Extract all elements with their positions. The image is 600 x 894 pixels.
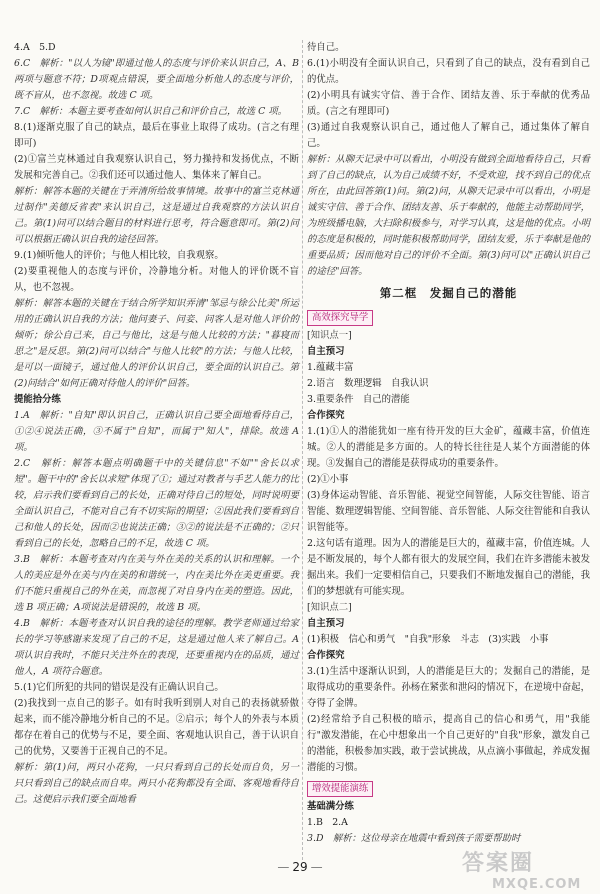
text-line: 解析：解答本题的关键在于弄清所给故事情境。故事中的富兰克林通过制作"美德反省表"来认识自己，这是通过自我观察的方法认识自己。第(1)问可以结合题目的材料进行思考，符合题意即可。第(2)问可以根据正确认识自我的途径回答。 [14,186,299,245]
text-line: (2)我找到一点自己的影子。如有时我听到别人对自己的表扬就骄傲起来，而不能冷静地分析自己的不足。②启示；每个人的外表与本质都存在着自己的优势与不足，要全面、客观地认识自己，善于认识自己的优势，又要善于正视自己的不足。 [14,698,299,757]
text-line: 9.(1)倾听他人的评价；与他人相比较，自我观察。 [14,250,224,261]
text-line: 2.C 解析：解答本题点明确题干中的关键信息"不如""舍长以求短"。题干中的"舍长以求短"体现了①；通过对教者与手艺人能力的比较，启示我们要看到自己的长处，正确对待自己的短处，同时说明要全面认识自己，不能对自己有不切实际的期望；②因此我们要看到自己和他人的长处，因而②也说法正确；③②的说法是不正确的；②只看到自己的长处，忽略自己的不足，故选 C 项。 [14,458,299,549]
text-line: 解析：解答本题的关键在于结合所学知识弄清"邹忌与徐公比美"所运用的正确认识自我的方法；他问妻子、问妾、问客人是对他人评价的倾听；徐公自己来，自己与他比，这是与他人比较的方法；"暮寝而思之"是反思。第(2)问可以结合"与他人比较"的方法；与他人比较，是可以一面镜子，通过他人的评价认识自己，要全面的认识自己。第(2)问结合"如何正确对待他人的评价"回答。 [14,298,299,389]
right-answers-continued [307,40,590,280]
text-line: 待自己。 [307,42,345,53]
page-number: — 29 — [270,860,330,874]
text-line: 自主预习 [307,346,345,357]
text-line: 3.D 解析：这位母亲在地震中看到孩子需要帮助时 [307,833,521,844]
text-line: (2)经常给予自己积极的暗示，提高自己的信心和勇气，用"我能行"激发潜能，在心中想象出一个自己更好的"自我"形象，激发自己的潜能，积极参加实践，敢于尝试挑战，从点滴小事做起，养成发掘潜能的习惯。 [307,714,590,773]
text-line: 8.(1)逐渐克服了自己的缺点，最后在事业上取得了成功。(言之有理即可) [14,122,299,149]
text-line: 基础满分练 [307,801,354,812]
text-line: 5.(1)它们所犯的共同的错误是没有正确认识自己。 [14,682,224,693]
text-line: 解析：第(1)问，两只小花狗，一只只看到自己的长处而自负，另一只只看到自己的缺点而自卑。两只小花狗都没有全面、客观地看待自己。这便启示我们要全面地看 [14,762,299,805]
text-line: 合作探究 [307,650,345,661]
right-column [307,40,590,847]
text-line: 6.(1)小明没有全面认识自己，只看到了自己的缺点，没有看到自己的优点。 [307,58,590,85]
text-line: 3.重要条件 自己的潜能 [307,394,410,405]
tag-explore: 高效探究导学 [307,310,373,326]
text-line: 提能拾分练 [14,394,61,405]
text-line: (1)积极 信心和勇气 "自我"形象 斗志 (3)实践 小事 [307,634,549,645]
text-line: (2)小明具有诚实守信、善于合作、团结友善、乐于奉献的优秀品质。(言之有理即可) [307,90,590,117]
knowledge-point-1: [知识点一] [307,330,352,341]
practice-answers [307,799,590,847]
text-line: 3.(1)生活中逐渐认识到，人的潜能是巨大的；发掘自己的潜能，是取得成功的重要条件。孙杨在紧张和泄闷的情况下，在逆境中奋起，夺得了金牌。 [307,666,590,709]
left-column [14,40,302,808]
text-line: 1.B 2.A [307,817,348,828]
knowledge-point-2: [知识点二] [307,602,352,613]
text-line: 2.语言 数理逻辑 自我认识 [307,378,429,389]
knowledge-point-2-answers [307,616,590,776]
text-line: 2.这句话有道理。因为人的潜能是巨大的，蕴藏丰富，价值连城。人是不断发展的，每个人都有很大的发展空间，我们在许多潜能未被发掘出来。我们一定要相信自己，只要我们不断地发掘自己的潜能，我们的梦想就有可能实现。 [307,538,590,597]
text-line: (2)要重视他人的态度与评价，冷静地分析。对他人的评价既不盲从，也不忽视。 [14,266,299,293]
text-line: (3)身体运动智能、音乐智能、视觉空间智能，人际交往智能、语言智能、数理逻辑智能、空间智能、音乐智能、人际交往智能和自我认识智能等。 [307,490,590,533]
text-line: (2)①小事 [307,474,349,485]
column-divider [302,40,303,860]
text-line: 3.B 解析：本题考查对内在美与外在美的关系的认识和理解。一个人的美应是外在美与内在美的和谐统一，内在美比外在美更重要。我们不能只重视自己的外在美，而忽视了对自身内在美的塑造。因此，选 B 项正确；A项说法是错误的，故选 B 项。 [14,554,299,613]
text-line: 解析：从聊天记录中可以看出，小明没有做到全面地看待自己，只看到了自己的缺点，认为自己成绩不好，不受欢迎，找不到自己的优点所在，由此回答第(1)问。第(2)问，从聊天记录中可以看出，小明是诚实守信、善于合作、团结友善、乐于奉献的，他能主动帮助同学，为班级播电脑，大扫除积极参与，对学习认真，这是他的优点。小明的态度是积极的，同时能积极帮助同学，团结友爱，乐于奉献是他的重要品质；因而他对自己的评价不全面。第(3)问可以"正确认识自己的途径"回答。 [307,154,590,277]
section-title: 第二框 发掘自己的潜能 [379,286,518,300]
text-line: 7.C 解析：本题主要考查如何认识自己和评价自己，故选 C 项。 [14,106,288,117]
text-line: (3)通过自我观察认识自己，通过他人了解自己，通过集体了解自己。 [307,122,590,149]
text-line: 4.A 5.D [14,42,56,53]
text-line: 6.C 解析："以人为镜"即通过他人的态度与评价来认识自己，A、B两项与题意不符；D项观点错误，要全面地分析他人的态度与评价，既不盲从，也不忽视。故选 C 项。 [14,58,299,101]
text-line: (2)①富兰克林通过自我观察认识自己，努力操持和发扬优点，不断发展和完善自己。②我们还可以通过他人、集体来了解自己。 [14,154,299,181]
text-line: 4.B 解析：本题考查对认识自我的途径的理解。教学老师通过给家长的学习等感谢来发现了自己的不足，这是通过他人来了解自己。A项认识自我时，不能只关注外在的表现，还要重视内在的品质，通过他人，A 项符合题意。 [14,618,299,677]
text-line: 1.(1)①人的潜能犹如一座有待开发的巨大金矿，蕴藏丰富，价值连城。②人的潜能是多方面的。人的特长往往是人某个方面潜能的体现。③发掘自己的潜能是获得成功的重要条件。 [307,426,590,469]
tag-practice: 增效提能演练 [307,781,373,797]
text-line: 1.A 解析："自知"即认识自己，正确认识自己要全面地看待自己，①②④说法正确，③不属于"自知"，而属于"知人"，排除。故选 A 项。 [14,410,302,453]
text-line: 合作探究 [307,410,345,421]
knowledge-point-1-answers [307,344,590,600]
watermark-logo: 答案圈 MXQE.COM [462,851,582,892]
text-line: 自主预习 [307,618,345,629]
text-line: 1.蕴藏丰富 [307,362,354,373]
